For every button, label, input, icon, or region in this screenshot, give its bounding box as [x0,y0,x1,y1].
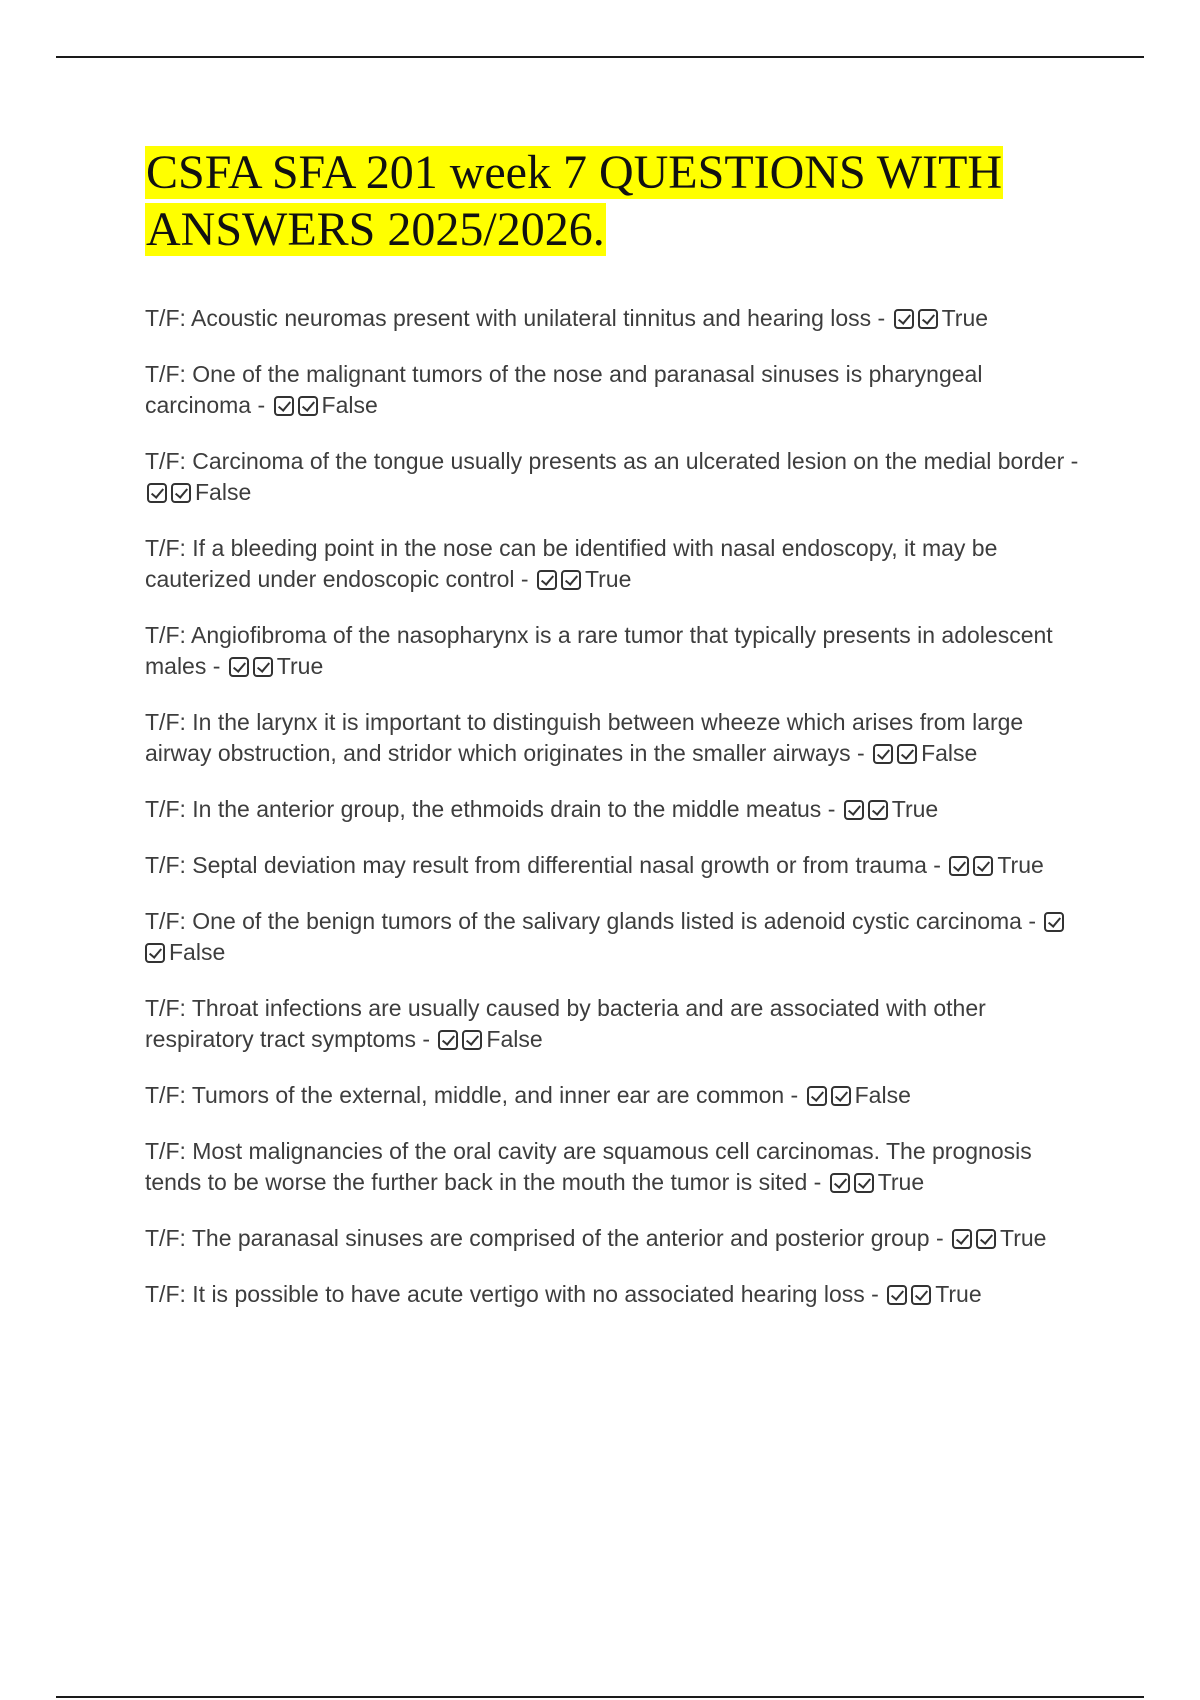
question-text: T/F: Angiofibroma of the nasopharynx is a rare tumor that typically presents in adolescent males - [145,622,1053,679]
question-text: T/F: One of the malignant tumors of the nose and paranasal sinuses is pharyngeal carcinoma - [145,361,983,418]
question-text: T/F: Throat infections are usually caused by bacteria and are associated with other respiratory tract symptoms - [145,995,986,1052]
checkbox-checked-icon [537,570,557,590]
answer-text: True [1000,1225,1047,1251]
qa-item [145,993,1090,1055]
question-text: T/F: Carcinoma of the tongue usually presents as an ulcerated lesion on the medial border - [145,448,1079,474]
answer-text: False [486,1026,543,1052]
checkbox-checked-icon [918,309,938,329]
question-text: T/F: If a bleeding point in the nose can be identified with nasal endoscopy, it may be cauterized under endoscopic control - [145,535,998,592]
checkbox-checked-icon [830,1173,850,1193]
checkbox-checked-icon [976,1229,996,1249]
checkbox-checked-icon [897,744,917,764]
checkbox-checked-icon [844,800,864,820]
checkbox-checked-icon [1044,912,1064,932]
checkbox-checked-icon [952,1229,972,1249]
question-text: T/F: One of the benign tumors of the salivary glands listed is adenoid cystic carcinoma - [145,908,1037,934]
qa-list [145,303,1090,1335]
checkbox-checked-icon [868,800,888,820]
answer-text: True [997,852,1044,878]
checkbox-checked-icon [894,309,914,329]
checkbox-checked-icon [854,1173,874,1193]
qa-item [145,1080,1090,1111]
qa-item [145,1279,1090,1310]
qa-item [145,303,1090,334]
qa-item [145,707,1090,769]
qa-item [145,1223,1090,1254]
qa-item [145,906,1090,968]
qa-item [145,850,1090,881]
checkbox-checked-icon [807,1086,827,1106]
checkbox-checked-icon [462,1030,482,1050]
question-text: T/F: In the larynx it is important to distinguish between wheeze which arises from large airway obstruction, and stridor which originates in the smaller airways - [145,709,1024,766]
qa-item [145,794,1090,825]
checkbox-checked-icon [561,570,581,590]
question-text: T/F: The paranasal sinuses are comprised of the anterior and posterior group - [145,1225,944,1251]
answer-text: True [584,566,632,592]
checkbox-checked-icon [171,483,191,503]
answer-text: True [935,1281,982,1307]
checkbox-checked-icon [438,1030,458,1050]
qa-item [145,359,1090,421]
answer-text: True [276,653,324,679]
answer-text: False [854,1082,911,1108]
qa-item [145,620,1090,682]
checkbox-checked-icon [911,1285,931,1305]
answer-text: False [195,479,252,505]
top-rule [56,56,1144,58]
checkbox-checked-icon [145,943,165,963]
qa-item [145,446,1090,508]
question-text: T/F: In the anterior group, the ethmoids drain to the middle meatus - [145,796,836,822]
checkbox-checked-icon [229,657,249,677]
answer-text: False [321,392,378,418]
checkbox-checked-icon [973,856,993,876]
bottom-rule [56,1696,1144,1698]
title-highlight: CSFA SFA 201 week 7 QUESTIONS WITH ANSWERS 2025/2026. [146,146,1003,256]
checkbox-checked-icon [831,1086,851,1106]
checkbox-checked-icon [298,396,318,416]
answer-text: False [169,939,226,965]
question-text: T/F: Tumors of the external, middle, and inner ear are common - [145,1082,799,1108]
checkbox-checked-icon [253,657,273,677]
checkbox-checked-icon [274,396,294,416]
answer-text: True [941,305,989,331]
answer-text: False [921,740,978,766]
qa-item [145,533,1090,595]
question-text: T/F: Most malignancies of the oral cavity are squamous cell carcinomas. The prognosis tends to be worse the further back in the mouth the tumor is sited - [145,1138,1032,1195]
question-text: T/F: Acoustic neuromas present with unilateral tinnitus and hearing loss - [145,305,886,331]
checkbox-checked-icon [147,483,167,503]
answer-text: True [877,1169,925,1195]
question-text: T/F: It is possible to have acute vertigo with no associated hearing loss - [145,1281,879,1307]
answer-text: True [891,796,939,822]
checkbox-checked-icon [949,856,969,876]
checkbox-checked-icon [873,744,893,764]
qa-item [145,1136,1090,1198]
question-text: T/F: Septal deviation may result from differential nasal growth or from trauma - [145,852,941,878]
document-title [145,144,1065,258]
checkbox-checked-icon [887,1285,907,1305]
